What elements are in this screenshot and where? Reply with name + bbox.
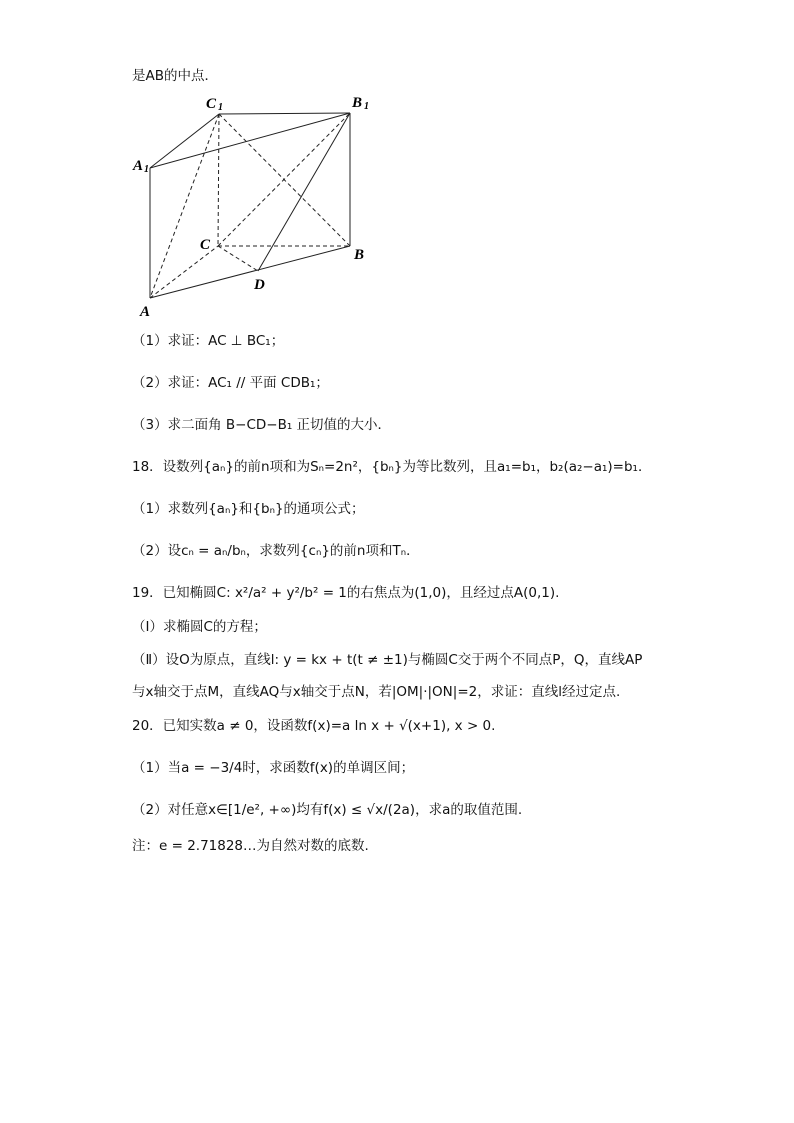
label-b: B xyxy=(354,247,365,263)
p17-q2 xyxy=(132,373,329,393)
p18-q2 xyxy=(132,541,420,561)
p20-q1-text: （1）当a = −3/4时，求函数f(x)的单调区间； xyxy=(132,760,415,776)
edge-c-d xyxy=(218,246,258,271)
p19-q2-line2-text: 与x轴交于点M，直线AQ与x轴交于点N，若|OM|·|ON|=2，求证：直线l经过定点. xyxy=(132,684,621,700)
p17-q1-text: （1）求证：AC ⊥ BC₁； xyxy=(132,333,285,349)
label-b1: B xyxy=(352,95,363,111)
label-a1: A xyxy=(133,158,144,174)
label-d: D xyxy=(254,277,265,293)
edge-c1-c xyxy=(218,114,219,246)
label-b1-sub: 1 xyxy=(364,101,369,112)
p19-q1 xyxy=(132,617,267,637)
edge-c1-b1 xyxy=(219,113,350,114)
p18-stem xyxy=(132,457,651,477)
p19-q1-text: （Ⅰ）求椭圆C的方程； xyxy=(132,619,267,635)
p19-stem-text: 19．已知椭圆C: x²/a² + y²/b² = 1的右焦点为(1,0)，且经过点A(0,1). xyxy=(132,585,560,601)
label-a: A xyxy=(140,304,151,320)
p19-stem xyxy=(132,583,559,603)
p20-note-text: 注：e = 2.71828…为自然对数的底数. xyxy=(132,838,369,854)
label-c1: C xyxy=(206,96,217,112)
prism-figure xyxy=(128,88,378,320)
intro-line xyxy=(132,66,218,86)
p20-stem xyxy=(132,716,495,736)
label-a1-sub: 1 xyxy=(144,164,149,175)
p19-q2-line1-text: （Ⅱ）设O为原点，直线l: y = kx + t(t ≠ ±1)与椭圆C交于两个不同点P，Q，直线AP xyxy=(132,652,643,668)
p18-q2-text: （2）设cₙ = aₙ/bₙ，求数列{cₙ}的前n项和Tₙ． xyxy=(132,543,420,559)
p18-q1-text: （1）求数列{aₙ}和{bₙ}的通项公式； xyxy=(132,501,365,517)
p17-q1 xyxy=(132,331,284,351)
label-c1-sub: 1 xyxy=(218,102,223,113)
p19-q2-line2 xyxy=(132,682,620,702)
edge-b1-d xyxy=(258,113,350,271)
p17-q2-text: （2）求证：AC₁ // 平面 CDB₁； xyxy=(132,375,329,391)
p20-note xyxy=(132,836,369,856)
p20-q2 xyxy=(132,800,522,820)
p19-q2-line1 xyxy=(132,650,642,670)
p20-q2-text: （2）对任意x∈[1/e², +∞)均有f(x) ≤ √x/(2a)，求a的取值范围. xyxy=(132,802,523,818)
edge-a-b xyxy=(150,246,350,298)
p18-stem-text: 18．设数列{aₙ}的前n项和为Sₙ=2n²，{bₙ}为等比数列，且a₁=b₁，b₂(a₂−a₁)=b₁． xyxy=(132,459,652,475)
p20-q1 xyxy=(132,758,414,778)
intro-text: 是AB的中点． xyxy=(132,68,218,84)
p17-q3-text: （3）求二面角 B−CD−B₁ 正切值的大小． xyxy=(132,417,392,433)
p18-q1 xyxy=(132,499,365,519)
edge-a1-b1 xyxy=(150,113,350,168)
label-c: C xyxy=(200,237,211,253)
p17-q3 xyxy=(132,415,391,435)
p20-stem-text: 20．已知实数a ≠ 0，设函数f(x)=a ln x + √(x+1), x > 0. xyxy=(132,718,496,734)
